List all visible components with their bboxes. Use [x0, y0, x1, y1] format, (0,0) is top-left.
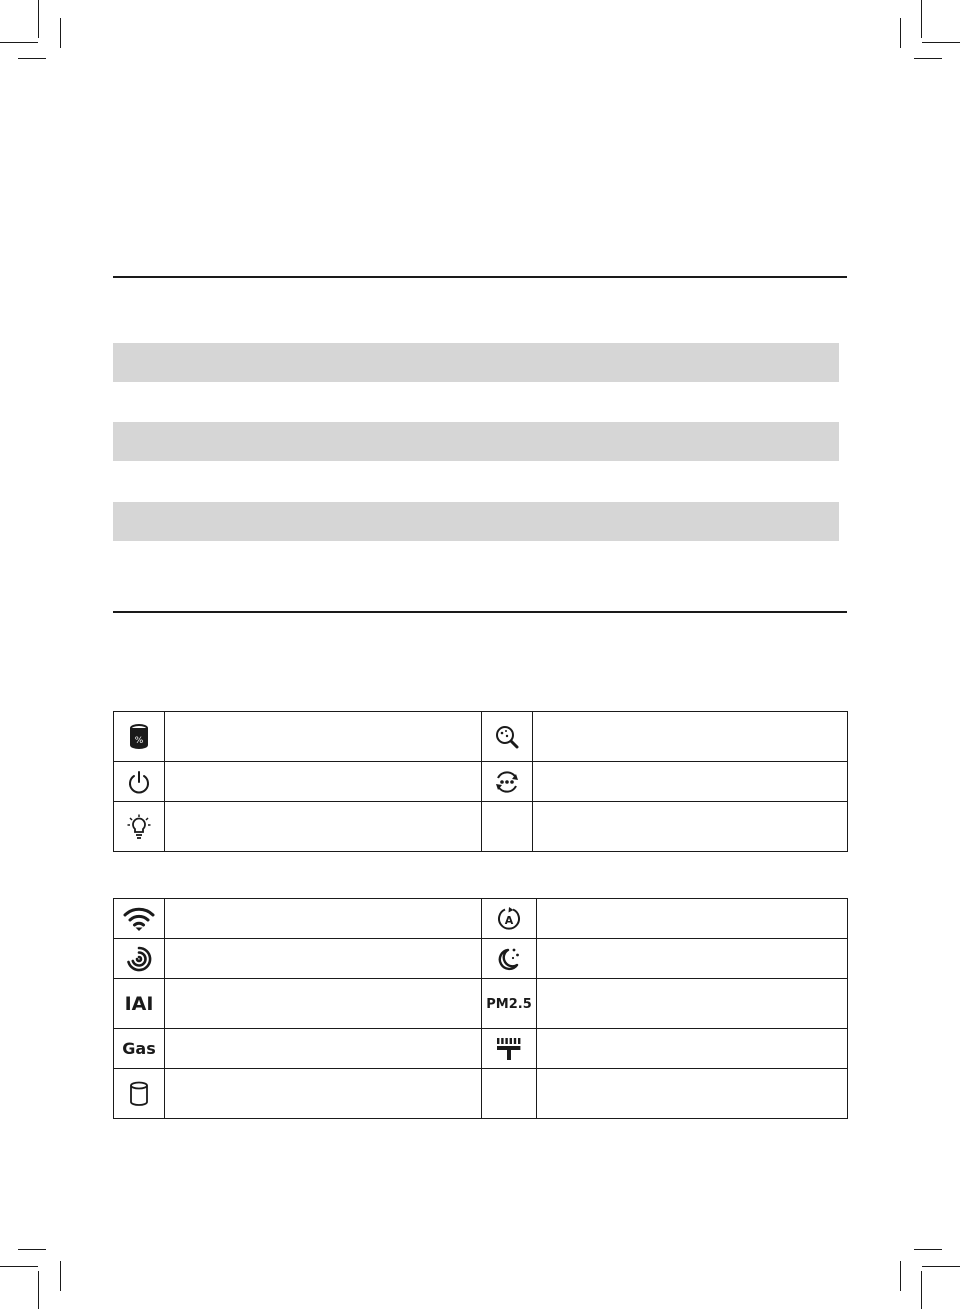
fan-speed-icon [482, 769, 532, 795]
display-icons-table [113, 898, 848, 1119]
pm25-label: PM2.5 [486, 996, 532, 1012]
description-cell [537, 1029, 848, 1069]
empty-icon-cell [482, 802, 533, 852]
table-row [114, 979, 848, 1029]
description-cell [165, 1069, 482, 1119]
crop-mark-bottom-right-v [900, 1261, 901, 1291]
grey-band-1 [113, 343, 839, 382]
crop-mark-top-left-v [38, 0, 39, 38]
description-cell [537, 1069, 848, 1119]
crop-mark-top-left-v2 [60, 18, 61, 48]
crop-mark-top-right-h2 [914, 58, 942, 59]
crop-mark-bottom-left-h [18, 1249, 46, 1250]
description-cell [165, 762, 482, 802]
light-bulb-icon [114, 814, 164, 840]
crop-mark-bottom-right-h2 [922, 1266, 960, 1267]
table-row [114, 802, 848, 852]
crop-mark-bottom-left-v2 [38, 1271, 39, 1309]
control-panel-table [113, 711, 848, 852]
magnifier-icon [482, 724, 532, 750]
filter-percent-icon [114, 724, 164, 750]
power-icon [114, 770, 164, 794]
table-row [114, 1069, 848, 1119]
crop-mark-top-left-h2 [18, 58, 46, 59]
table-row [114, 762, 848, 802]
crop-mark-bottom-left-v [60, 1261, 61, 1291]
wifi-icon [114, 906, 164, 932]
description-cell [537, 979, 848, 1029]
grey-band-2 [113, 422, 839, 461]
filter-cylinder-icon [114, 1081, 164, 1107]
crop-mark-bottom-right-v2 [921, 1271, 922, 1309]
description-cell [533, 762, 848, 802]
description-cell [165, 712, 482, 762]
table-row [114, 712, 848, 762]
description-cell [537, 939, 848, 979]
description-cell [165, 939, 482, 979]
description-cell [165, 899, 482, 939]
crop-mark-top-left-h [0, 42, 38, 43]
svg-text:A: A [504, 913, 514, 927]
sleep-mode-icon [482, 946, 536, 972]
description-cell [537, 899, 848, 939]
description-cell [533, 802, 848, 852]
crop-mark-top-right-v2 [900, 18, 901, 48]
section-rule-middle [113, 611, 847, 613]
brush-icon [482, 1037, 536, 1061]
crop-mark-top-right-h [922, 42, 960, 43]
allergen-mode-icon [114, 946, 164, 972]
gas-label: Gas [122, 1038, 156, 1058]
description-cell [165, 1029, 482, 1069]
iai-label: IAI [124, 992, 154, 1015]
description-cell [165, 979, 482, 1029]
table-row [114, 899, 848, 939]
table-row [114, 939, 848, 979]
grey-band-3 [113, 502, 839, 541]
crop-mark-bottom-left-h2 [0, 1266, 38, 1267]
description-cell [533, 712, 848, 762]
empty-icon-cell [482, 1069, 537, 1119]
auto-mode-icon [482, 906, 536, 932]
svg-text:%: % [134, 735, 144, 746]
section-rule-top [113, 276, 847, 278]
crop-mark-top-right-v [921, 0, 922, 38]
table-row [114, 1029, 848, 1069]
crop-mark-bottom-right-h [914, 1249, 942, 1250]
description-cell [165, 802, 482, 852]
